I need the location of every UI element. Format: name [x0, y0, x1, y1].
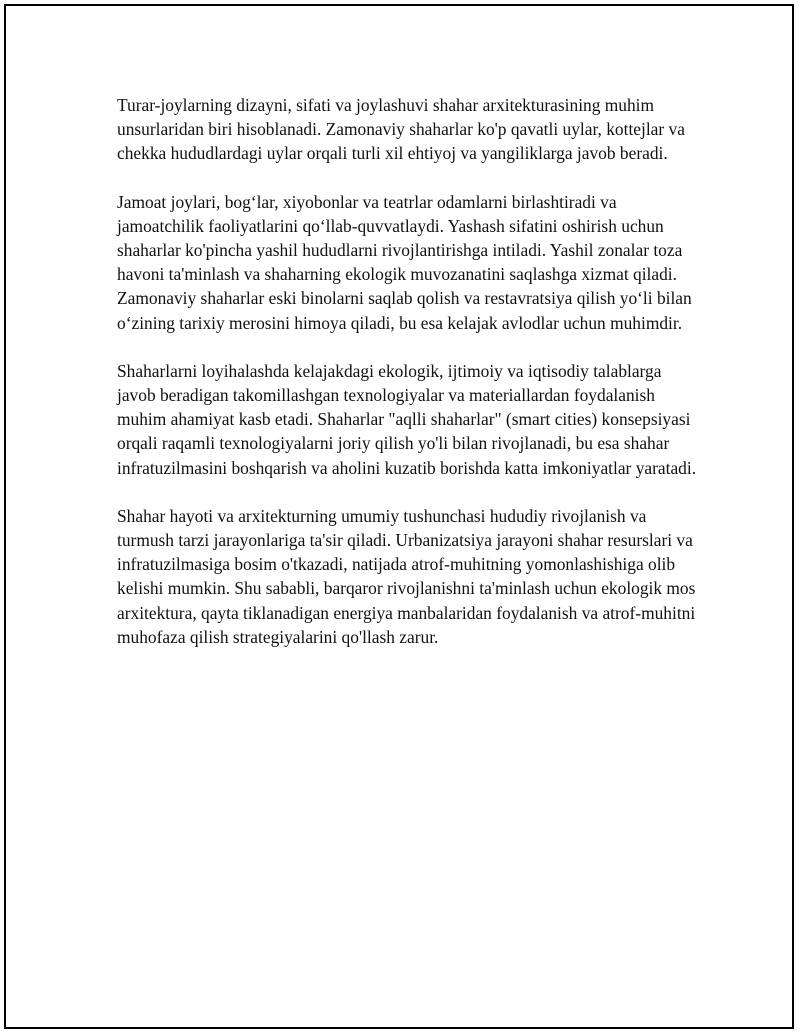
paragraph-public-spaces: Jamoat joylari, bog‘lar, xiyobonlar va teatrlar odamlarni birlashtiradi va jamoatchilik faoliyatlarini qo‘llab-quvvatlaydi. Yashash sifatini oshirish uchun shaharlar ko'pincha yashil hududlarni rivojlantirishga intiladi. Yashil zonalar toza havoni ta'minlash va shaharning ekologik muvozanatini saqlashga xizmat qiladi. Zamonaviy shaharlar eski binolarni saqlab qolish va restavratsiya qilish yo‘li bilan o‘zining tarixiy merosini himoya qiladi, bu esa kelajak avlodlar uchun muhimdir. [117, 191, 692, 333]
paragraph-urbanization: Shahar hayoti va arxitekturning umumiy tushunchasi hududiy rivojlanish va turmush tarzi jarayonlariga ta'sir qiladi. Urbanizatsiya jarayoni shahar resurslari va infratuzilmasiga bosim o'tkazadi, natijada atrof-muhitning yomonlashishiga olib kelishi mumkin. Shu sababli, barqaror rivojlanishni ta'minlash uchun ekologik mos arxitektura, qayta tiklanadigan energiya manbalaridan foydalanish va atrof-muhitni muhofaza qilish strategiyalarini qo'llash zarur. [117, 505, 696, 647]
document-body [117, 93, 697, 673]
paragraph-smart-cities: Shaharlarni loyihalashda kelajakdagi ekologik, ijtimoiy va iqtisodiy talablarga javob beradigan takomillashgan texnologiyalar va materiallardan foydalanish muhim ahamiyat kasb etadi. Shaharlar "aqlli shaharlar" (smart cities) konsepsiyasi orqali raqamli texnologiyalarni joriy qilish yo'li bilan rivojlanadi, bu esa shahar infratuzilmasini boshqarish va aholini kuzatib borishda katta imkoniyatlar yaratadi. [117, 360, 697, 478]
paragraph-housing: Turar-joylarning dizayni, sifati va joylashuvi shahar arxitekturasining muhim unsurlaridan biri hisoblanadi. Zamonaviy shaharlar ko'p qavatli uylar, kottejlar va chekka hududlardagi uylar orqali turli xil ehtiyoj va yangiliklarga javob beradi. [117, 95, 685, 164]
